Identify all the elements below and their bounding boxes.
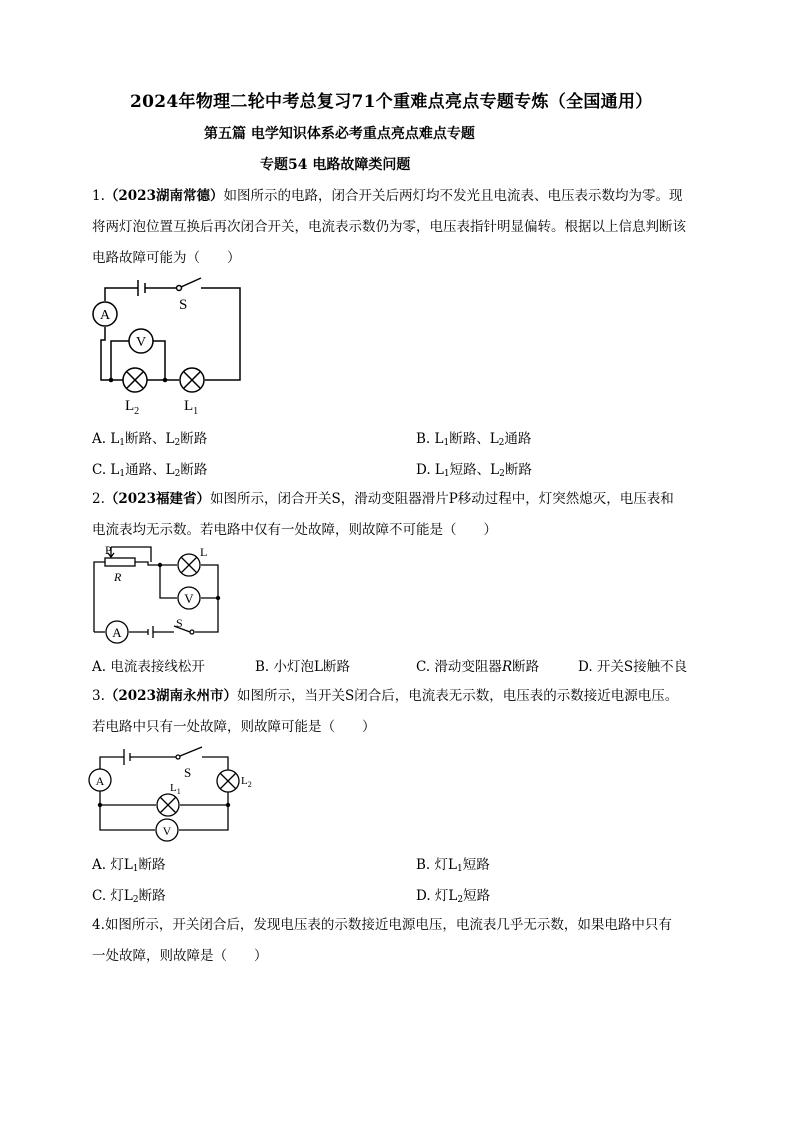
q3-option-a: A. 灯$L_1$断路 — [92, 857, 166, 874]
q1-voltmeter — [129, 329, 153, 353]
q1-option-d: D. $L_1$短路、$L_2$断路 — [416, 462, 532, 479]
q3-circuit-diagram — [88, 743, 263, 843]
q2-source: （2023福建省） — [104, 491, 210, 507]
q3-l2-label: $L_2$ — [241, 775, 252, 789]
q3-lamp-l2 — [217, 770, 239, 792]
q1-l2-label: $L_2$ — [125, 398, 140, 417]
q3-option-d: D. 灯$L_2$短路 — [416, 888, 491, 905]
q2-lamp-label: L — [200, 545, 208, 559]
q3-number: 3. — [92, 688, 105, 704]
q1-option-b: B. $L_1$断路、$L_2$通路 — [416, 431, 532, 448]
q2-ammeter-label: A — [112, 625, 122, 640]
q3-voltmeter-label: V — [162, 824, 172, 838]
q2-slider-label: P — [105, 543, 112, 557]
q4-number: 4. — [92, 917, 105, 933]
q2-voltmeter — [178, 587, 200, 609]
q3-line2: 若电路中只有一处故障，则故障可能是（ ） — [92, 719, 376, 735]
q2-lamp — [178, 554, 200, 576]
q2-line1 — [92, 489, 674, 509]
q1-ammeter — [93, 302, 117, 326]
q2-voltmeter-label: V — [184, 591, 194, 606]
q1-lamp-l1 — [180, 368, 204, 392]
q2-circuit-diagram — [88, 543, 228, 648]
q2-text-1: 如图所示，闭合开关S，滑动变阻器滑片P移动过程中，灯突然熄灭，电压表和 — [209, 491, 674, 507]
q2-rheostat-label: R — [114, 570, 122, 584]
q2-line2: 电流表均无示数。若电路中仅有一处故障，则故障不可能是（ ） — [92, 522, 497, 538]
q2-option-a: A. 电流表接线松开 — [92, 659, 205, 675]
q3-l1-label: $L_1$ — [170, 782, 181, 796]
q3-voltmeter — [156, 819, 178, 841]
q3-option-b: B. 灯$L_1$短路 — [416, 857, 490, 874]
q3-ammeter — [89, 769, 111, 791]
q2-switch-label: S — [176, 616, 183, 630]
q3-option-c: C. 灯$L_2$断路 — [92, 888, 166, 905]
q2-ammeter — [106, 621, 128, 643]
q1-line3: 电路故障可能为（ ） — [92, 250, 241, 266]
q1-text-1: 如图所示的电路，闭合开关后两灯均不发光且电流表、电压表示数均为零。现 — [223, 188, 683, 204]
q1-voltmeter-label: V — [135, 335, 147, 350]
topic-heading: 专题54 电路故障类问题 — [260, 157, 411, 173]
q1-switch-label: S — [179, 297, 188, 313]
q1-option-c: C. $L_1$通路、$L_2$断路 — [92, 462, 208, 479]
q4-line2: 一处故障，则故障是（ ） — [92, 948, 268, 964]
q3-lamp-l1 — [157, 794, 179, 816]
q1-ammeter-label: A — [99, 308, 111, 323]
q3-source: （2023湖南永州市） — [104, 688, 237, 704]
document-title: 2024年物理二轮中考总复习71个重难点亮点专题专炼（全国通用） — [130, 92, 653, 112]
q2-number: 2. — [92, 491, 105, 507]
q2-option-b: B. 小灯泡L断路 — [255, 659, 350, 675]
q1-circuit-diagram — [88, 274, 256, 422]
q1-l1-label: $L_1$ — [184, 398, 199, 417]
q3-line1 — [92, 686, 678, 706]
q1-number: 1. — [92, 188, 105, 204]
q3-switch-label: S — [184, 765, 192, 780]
q3-text-1: 如图所示，当开关S闭合后，电流表无示数，电压表的示数接近电源电压。 — [236, 688, 679, 704]
q3-ammeter-label: A — [95, 774, 105, 788]
part-heading: 第五篇 电学知识体系必考重点亮点难点专题 — [204, 126, 475, 142]
q1-source: （2023湖南常德） — [104, 188, 224, 204]
q1-line2: 将两灯泡位置互换后再次闭合开关，电流表示数仍为零，电压表指针明显偏转。根据以上信息判断该 — [92, 219, 686, 235]
q4-line1 — [92, 915, 672, 935]
q2-option-d: D. 开关S接触不良 — [578, 659, 688, 675]
q1-line1 — [92, 186, 682, 206]
q1-option-a: A. $L_1$断路、$L_2$断路 — [92, 431, 208, 448]
q2-option-c: C. 滑动变阻器R断路 — [416, 659, 540, 675]
q1-lamp-l2 — [123, 368, 147, 392]
q4-text-1: 如图所示，开关闭合后，发现电压表的示数接近电源电压，电流表几乎无示数，如果电路中只有 — [104, 917, 672, 933]
